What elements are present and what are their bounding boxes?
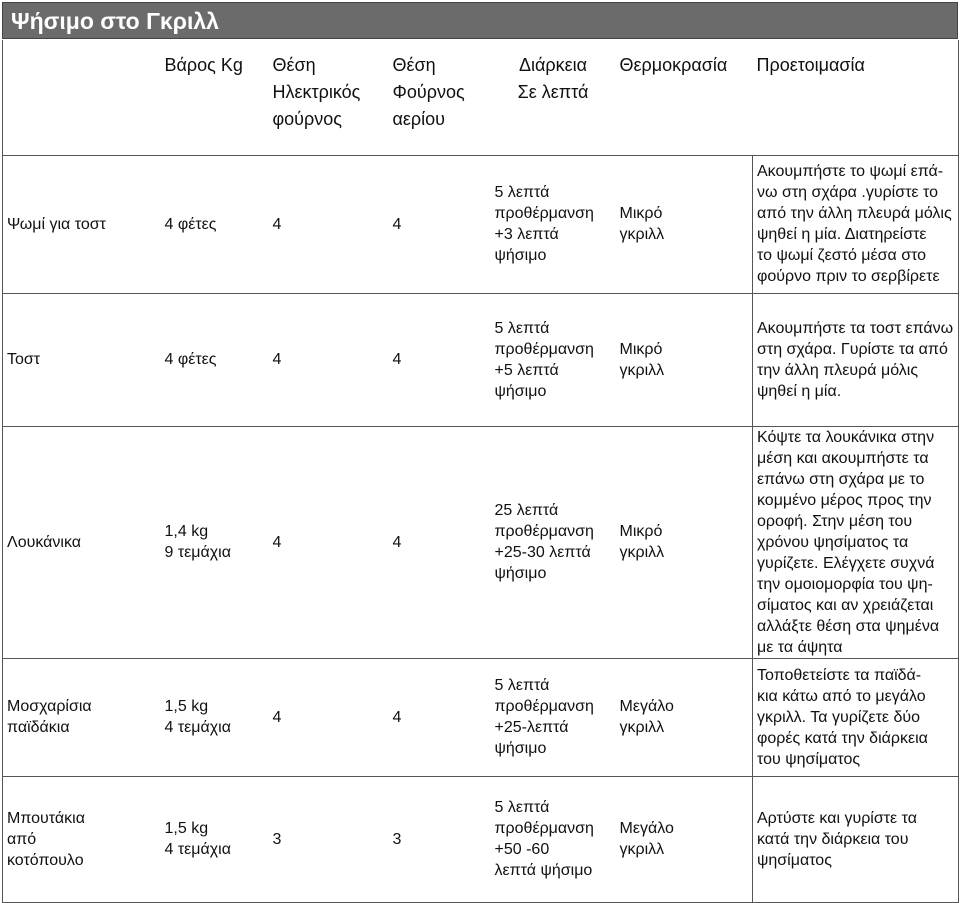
header-preparation: Προετοιμασία <box>753 40 959 155</box>
electric-position-cell: 4 <box>269 293 389 426</box>
page-title: Ψήσιμο στο Γκριλλ <box>2 2 958 39</box>
food-name: Ψωμί για τοστ <box>3 155 161 293</box>
electric-position-cell: 3 <box>269 776 389 902</box>
duration-cell: 5 λεπτά προθέρμανση +25-λεπτά ψήσιμο <box>491 658 616 776</box>
temperature-cell: Μεγάλο γκριλλ <box>616 776 753 902</box>
preparation-cell: Ακουμπήστε το ψωμί επά- νω στη σχάρα .γυρίστε το από την άλλη πλευρά μόλις ψηθεί η μία. Διατηρείστε το ψωμί ζεστό μέσα στο φούρνο πριν το σερβίρετε <box>753 155 959 293</box>
weight-cell: 1,5 kg 4 τεμάχια <box>161 776 269 902</box>
duration-cell: 5 λεπτά προθέρμανση +50 -60 λεπτά ψήσιμο <box>491 776 616 902</box>
grill-table <box>2 40 959 903</box>
header-temperature: Θερμοκρασία <box>616 40 753 155</box>
duration-cell: 5 λεπτά προθέρμανση +3 λεπτά ψήσιμο <box>491 155 616 293</box>
weight-cell: 4 φέτες <box>161 155 269 293</box>
table-row <box>3 155 959 293</box>
weight-cell: 1,4 kg 9 τεμάχια <box>161 426 269 658</box>
temperature-cell: Μεγάλο γκριλλ <box>616 658 753 776</box>
food-name: Τοστ <box>3 293 161 426</box>
duration-cell: 5 λεπτά προθέρμανση +5 λεπτά ψήσιμο <box>491 293 616 426</box>
food-name: Λουκάνικα <box>3 426 161 658</box>
table-header-row <box>3 40 959 155</box>
duration-cell: 25 λεπτά προθέρμανση +25-30 λεπτά ψήσιμο <box>491 426 616 658</box>
gas-position-cell: 3 <box>389 776 491 902</box>
header-weight: Βάρος Kg <box>161 40 269 155</box>
table-row <box>3 776 959 902</box>
header-duration: Διάρκεια Σε λεπτά <box>491 40 616 155</box>
header-food <box>3 40 161 155</box>
table-row <box>3 426 959 658</box>
temperature-cell: Μικρό γκριλλ <box>616 293 753 426</box>
gas-position-cell: 4 <box>389 426 491 658</box>
table-row <box>3 293 959 426</box>
weight-cell: 4 φέτες <box>161 293 269 426</box>
preparation-cell: Ακουμπήστε τα τοστ επάνω στη σχάρα. Γυρίστε τα από την άλλη πλευρά μόλις ψηθεί η μία. <box>753 293 959 426</box>
gas-position-cell: 4 <box>389 293 491 426</box>
weight-cell: 1,5 kg 4 τεμάχια <box>161 658 269 776</box>
preparation-cell: Τοποθετείστε τα παϊδά- κια κάτω από το μεγάλο γκριλλ. Τα γυρίζετε δύο φορές κατά την διάρκεια του ψησίματος <box>753 658 959 776</box>
electric-position-cell: 4 <box>269 155 389 293</box>
temperature-cell: Μικρό γκριλλ <box>616 155 753 293</box>
food-name: Μοσχαρίσια παϊδάκια <box>3 658 161 776</box>
preparation-cell: Αρτύστε και γυρίστε τα κατά την διάρκεια του ψησίματος <box>753 776 959 902</box>
header-gas-position: Θέση Φούρνος αερίου <box>389 40 491 155</box>
preparation-cell: Κόψτε τα λουκάνικα στην μέση και ακουμπήστε τα επάνω στη σχάρα με το κομμένο μέρος προς την οροφή. Στην μέση του χρόνου ψησίματος τα γυρίζετε. Ελέγχετε συχνά την ομοιομορφία του ψη- σίματος και αν χρειάζεται αλλάξτε θέση στα ψημένα με τα άψητα <box>753 426 959 658</box>
electric-position-cell: 4 <box>269 658 389 776</box>
header-electric-position: Θέση Ηλεκτρικός φούρνος <box>269 40 389 155</box>
gas-position-cell: 4 <box>389 155 491 293</box>
food-name: Μπουτάκια από κοτόπουλο <box>3 776 161 902</box>
table-row <box>3 658 959 776</box>
electric-position-cell: 4 <box>269 426 389 658</box>
gas-position-cell: 4 <box>389 658 491 776</box>
temperature-cell: Μικρό γκριλλ <box>616 426 753 658</box>
